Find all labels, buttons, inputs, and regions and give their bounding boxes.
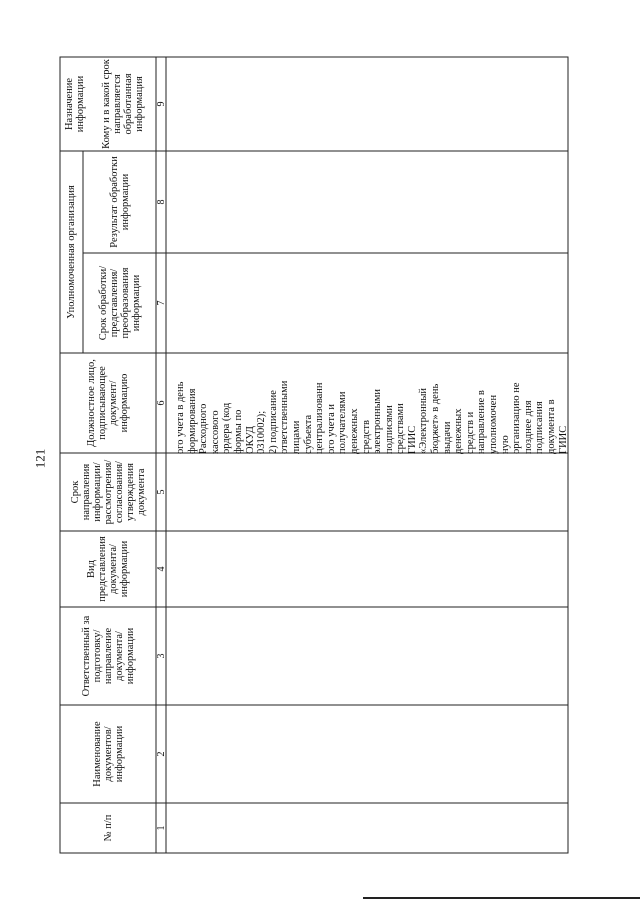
header-recipient: Кому и в какой срок направляется обработанная информация xyxy=(101,59,145,149)
header-responsible: Ответственный за подготовку/ направление документа/ информации xyxy=(80,615,136,697)
column-number-6: 6 xyxy=(155,400,167,406)
header-authorized-organization: Уполномоченная организация xyxy=(66,185,77,319)
column-number-4: 4 xyxy=(155,566,167,572)
column-number-9: 9 xyxy=(155,101,167,107)
header-document-name: Наименование документов/ информации xyxy=(91,721,125,787)
header-processing-result: Результат обработки информации xyxy=(108,156,131,248)
header-processing-deadline: Срок обработки/ представления/ преобразования информации xyxy=(97,265,142,341)
page-number: 121 xyxy=(32,448,48,469)
column-number-7: 7 xyxy=(155,300,167,306)
column-number-5: 5 xyxy=(155,489,167,495)
column-number-8: 8 xyxy=(155,199,167,205)
column-number-2: 2 xyxy=(155,751,167,757)
table-row-deadline-text: ого учета в день формирования Расходного кассового ордера (код формы по ОКУД 0310002); 2) подписание ответственными лицами субъекта централизованн ого учета и получателями денежных средств электронными подписями средствами ГИИС «Электронный бюджет» в день выдачи денежных средств и направление в уполномочен ную организацию не позднее дня подписания документа в ГИИС xyxy=(175,380,569,454)
header-presentation-type: Вид представления документа/ информации xyxy=(86,536,130,602)
scan-edge-mark xyxy=(363,897,640,899)
header-purpose: Назначение информации xyxy=(64,75,86,133)
header-submission-deadline: Срок направления информации/ рассмотрения/ согласования/ утверждения документа xyxy=(69,459,147,525)
column-number-1: 1 xyxy=(155,825,167,831)
column-number-3: 3 xyxy=(155,653,167,659)
header-number: № п/п xyxy=(102,814,114,842)
rotated-table xyxy=(60,57,568,853)
header-signing-official: Должностное лицо, подписывающее документ/ информацию xyxy=(86,359,130,447)
